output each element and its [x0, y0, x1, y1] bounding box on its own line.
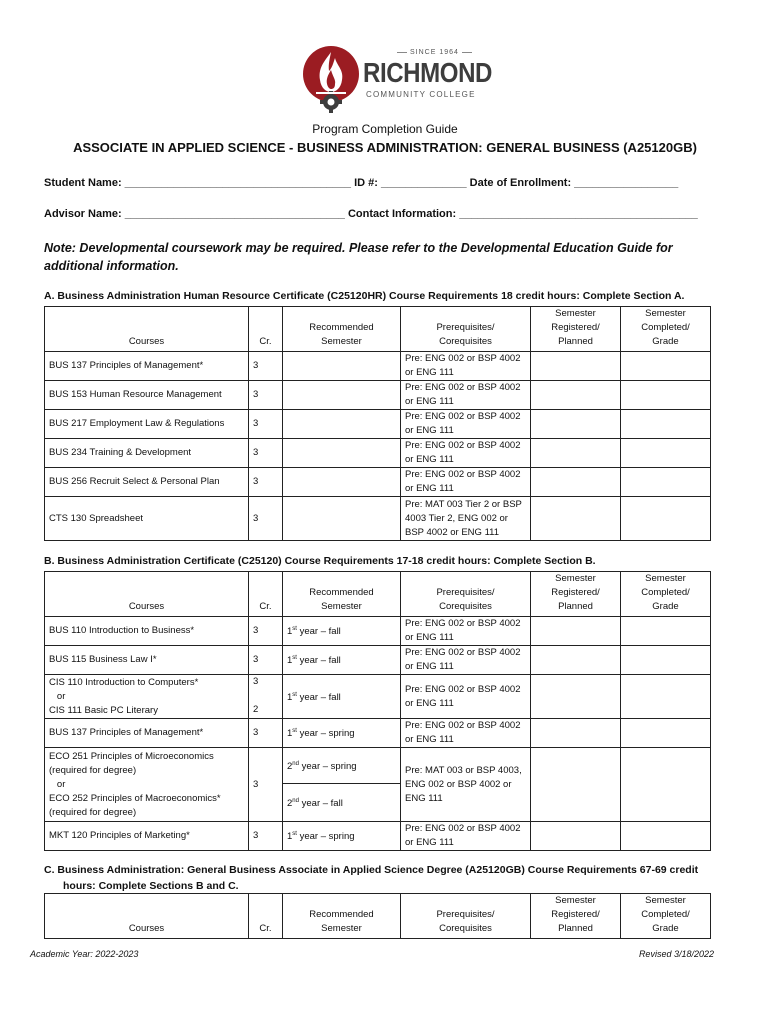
registered-cell[interactable]: [531, 748, 621, 822]
recommended-semester: 2nd year – spring: [283, 748, 401, 784]
section-c-heading-line1: C. Business Administration: General Business Associate in Applied Science Degree (A25120GB) Course Requirements 67-69 credit: [44, 864, 699, 876]
registered-cell[interactable]: [531, 675, 621, 719]
table-row: [45, 352, 711, 381]
prerequisites-cell: Pre: ENG 002 or BSP 4002 or ENG 111: [401, 439, 531, 468]
section-b-heading: B. Business Administration Certificate (C25120) Course Requirements 17-18 credit hours: Complete Section B.: [44, 555, 596, 567]
completed-cell[interactable]: [621, 468, 711, 497]
section-c-table: [44, 893, 711, 939]
table-row: [45, 497, 711, 541]
course-credits: 3: [249, 719, 283, 748]
course-credits: 3: [249, 497, 283, 541]
section-a-heading: A. Business Administration Human Resource Certificate (C25120HR) Course Requirements 18 credit hours: Complete Section A.: [44, 290, 685, 302]
table-row: [45, 468, 711, 497]
completed-cell[interactable]: [621, 822, 711, 851]
course-name: CTS 130 Spreadsheet: [45, 497, 249, 541]
table-row: [45, 646, 711, 675]
recommended-semester-header: Recommended Semester: [283, 572, 401, 617]
completed-cell[interactable]: [621, 352, 711, 381]
course-name: ECO 251 Principles of Microeconomics (required for degree) or ECO 252 Principles of Macroeconomics* (required for degree): [45, 748, 249, 822]
section-b-table: [44, 571, 711, 851]
completed-cell[interactable]: [621, 439, 711, 468]
prerequisites-cell: Pre: ENG 002 or BSP 4002 or ENG 111: [401, 410, 531, 439]
course-credits: 3: [249, 352, 283, 381]
course-credits: 3: [249, 439, 283, 468]
completed-cell[interactable]: [621, 646, 711, 675]
course-name: BUS 115 Business Law I*: [45, 646, 249, 675]
prerequisites-header: Prerequisites/ Corequisites: [401, 307, 531, 352]
course-name: BUS 256 Recruit Select & Personal Plan: [45, 468, 249, 497]
table-row: [45, 617, 711, 646]
prerequisites-cell: Pre: MAT 003 or BSP 4003, ENG 002 or BSP 4002 or ENG 111: [401, 748, 531, 822]
table-row: [45, 748, 711, 784]
college-logo: [302, 44, 492, 120]
prerequisites-cell: Pre: ENG 002 or BSP 4002 or ENG 111: [401, 617, 531, 646]
course-credits: 3: [249, 617, 283, 646]
credits-header: Cr.: [249, 307, 283, 352]
registered-cell[interactable]: [531, 617, 621, 646]
recommended-semester: 1st year – spring: [283, 719, 401, 748]
table-row: [45, 439, 711, 468]
registered-cell[interactable]: [531, 497, 621, 541]
course-name: BUS 110 Introduction to Business*: [45, 617, 249, 646]
semester-registered-header: Semester Registered/ Planned: [531, 894, 621, 939]
semester-completed-header: Semester Completed/ Grade: [621, 307, 711, 352]
course-credits: 3: [249, 646, 283, 675]
recommended-semester-cell[interactable]: [283, 497, 401, 541]
registered-cell[interactable]: [531, 822, 621, 851]
course-credits: 3: [249, 381, 283, 410]
registered-cell[interactable]: [531, 439, 621, 468]
recommended-semester-header: Recommended Semester: [283, 307, 401, 352]
registered-cell[interactable]: [531, 468, 621, 497]
course-name: BUS 137 Principles of Management*: [45, 352, 249, 381]
courses-header: Courses: [45, 572, 249, 617]
completed-cell[interactable]: [621, 748, 711, 822]
prerequisites-cell: Pre: ENG 002 or BSP 4002 or ENG 111: [401, 675, 531, 719]
registered-cell[interactable]: [531, 410, 621, 439]
registered-cell[interactable]: [531, 719, 621, 748]
table-row: [45, 719, 711, 748]
recommended-semester-cell[interactable]: [283, 439, 401, 468]
table-row: [45, 410, 711, 439]
program-title: ASSOCIATE IN APPLIED SCIENCE - BUSINESS ADMINISTRATION: GENERAL BUSINESS (A25120GB): [73, 140, 697, 155]
table-row: [45, 381, 711, 410]
prerequisites-cell: Pre: ENG 002 or BSP 4002 or ENG 111: [401, 468, 531, 497]
completed-cell[interactable]: [621, 617, 711, 646]
recommended-semester: 1st year – fall: [283, 675, 401, 719]
section-c-heading-line2: hours: Complete Sections B and C.: [63, 880, 239, 892]
course-credits: 3: [249, 822, 283, 851]
course-name: BUS 137 Principles of Management*: [45, 719, 249, 748]
developmental-note: Note: Developmental coursework may be required. Please refer to the Developmental Education Guide for additional information.: [44, 241, 673, 273]
credits-header: Cr.: [249, 572, 283, 617]
semester-completed-header: Semester Completed/ Grade: [621, 572, 711, 617]
recommended-semester-cell[interactable]: [283, 381, 401, 410]
completed-cell[interactable]: [621, 497, 711, 541]
table-header-row: [45, 572, 711, 617]
table-row: [45, 675, 711, 719]
logo-subtitle: COMMUNITY COLLEGE: [366, 90, 476, 99]
table-header-row: [45, 307, 711, 352]
registered-cell[interactable]: [531, 352, 621, 381]
prerequisites-cell: Pre: ENG 002 or BSP 4002 or ENG 111: [401, 381, 531, 410]
footer-academic-year: Academic Year: 2022-2023: [30, 949, 139, 959]
table-row: [45, 822, 711, 851]
semester-registered-header: Semester Registered/ Planned: [531, 307, 621, 352]
course-name: CIS 110 Introduction to Computers* or CIS 111 Basic PC Literary: [45, 675, 249, 719]
course-name: BUS 234 Training & Development: [45, 439, 249, 468]
section-c-heading: [44, 862, 744, 894]
prerequisites-cell: Pre: ENG 002 or BSP 4002 or ENG 111: [401, 352, 531, 381]
flame-gear-icon: [302, 44, 360, 114]
course-credits: 3: [249, 468, 283, 497]
recommended-semester: 2nd year – fall: [283, 784, 401, 822]
prerequisites-cell: Pre: ENG 002 or BSP 4002 or ENG 111: [401, 822, 531, 851]
recommended-semester: 1st year – spring: [283, 822, 401, 851]
recommended-semester: 1st year – fall: [283, 646, 401, 675]
footer-revised-date: Revised 3/18/2022: [638, 949, 714, 959]
semester-registered-header: Semester Registered/ Planned: [531, 572, 621, 617]
logo-name: RICHMOND: [363, 57, 492, 88]
course-name: BUS 217 Employment Law & Regulations: [45, 410, 249, 439]
course-credits: 3: [249, 748, 283, 822]
prerequisites-cell: Pre: ENG 002 or BSP 4002 or ENG 111: [401, 719, 531, 748]
completed-cell[interactable]: [621, 410, 711, 439]
recommended-semester: 1st year – fall: [283, 617, 401, 646]
completed-cell[interactable]: [621, 381, 711, 410]
registered-cell[interactable]: [531, 646, 621, 675]
course-name: MKT 120 Principles of Marketing*: [45, 822, 249, 851]
logo-since: SINCE 1964: [394, 49, 475, 56]
recommended-semester-cell[interactable]: [283, 352, 401, 381]
prerequisites-cell: Pre: MAT 003 Tier 2 or BSP 4003 Tier 2, ENG 002 or BSP 4002 or ENG 111: [401, 497, 531, 541]
courses-header: Courses: [45, 894, 249, 939]
prerequisites-cell: Pre: ENG 002 or BSP 4002 or ENG 111: [401, 646, 531, 675]
section-a-table: [44, 306, 711, 541]
course-credits: 3 2: [249, 675, 283, 719]
credits-header: Cr.: [249, 894, 283, 939]
table-header-row: [45, 894, 711, 939]
course-credits: 3: [249, 410, 283, 439]
semester-completed-header: Semester Completed/ Grade: [621, 894, 711, 939]
prerequisites-header: Prerequisites/ Corequisites: [401, 894, 531, 939]
recommended-semester-header: Recommended Semester: [283, 894, 401, 939]
guide-title: Program Completion Guide: [312, 122, 458, 136]
course-name: BUS 153 Human Resource Management: [45, 381, 249, 410]
completed-cell[interactable]: [621, 719, 711, 748]
registered-cell[interactable]: [531, 381, 621, 410]
recommended-semester-cell[interactable]: [283, 468, 401, 497]
completed-cell[interactable]: [621, 675, 711, 719]
courses-header: Courses: [45, 307, 249, 352]
student-info-line[interactable]: Student Name: _____________________________________ ID #: ______________ Date of Enrollment: _________________: [44, 177, 679, 189]
prerequisites-header: Prerequisites/ Corequisites: [401, 572, 531, 617]
recommended-semester-cell[interactable]: [283, 410, 401, 439]
advisor-info-line[interactable]: Advisor Name: ____________________________________ Contact Information: _______________________________________: [44, 208, 698, 220]
